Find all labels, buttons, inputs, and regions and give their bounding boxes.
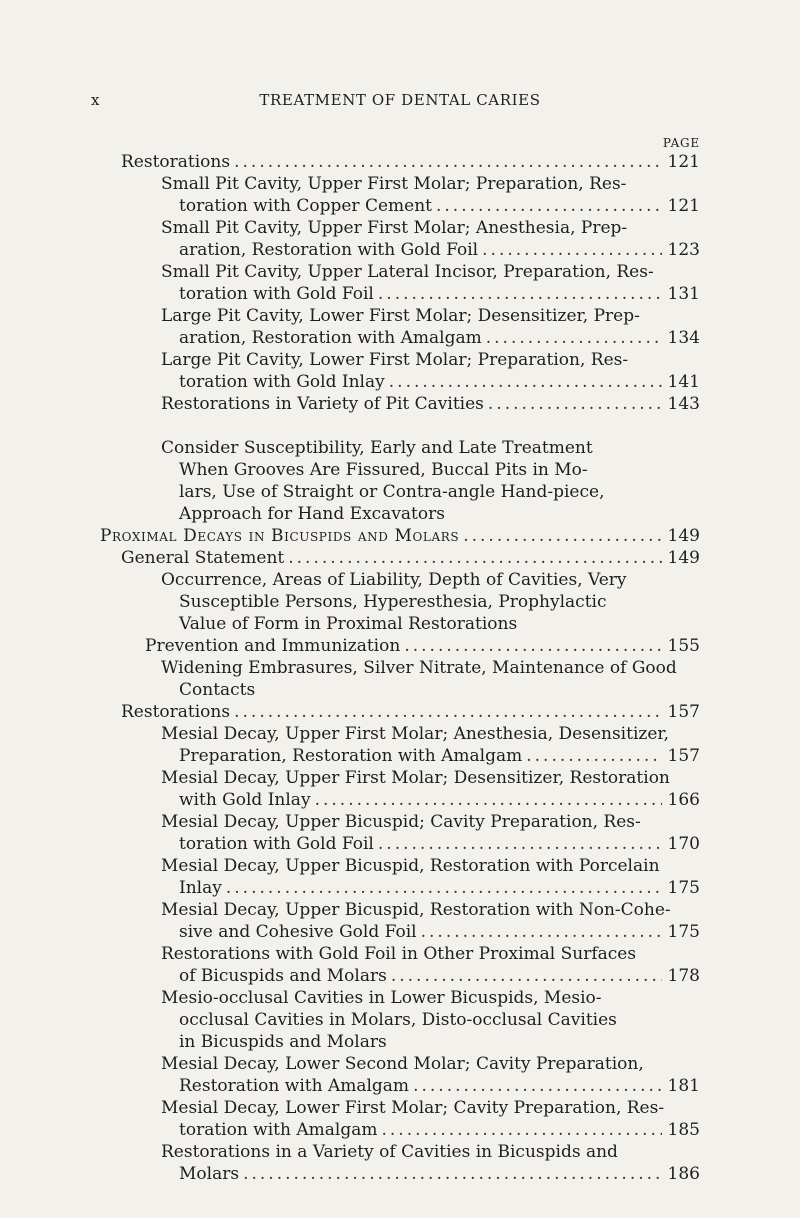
dot-leader — [315, 789, 662, 811]
toc-entry-text: Restorations in a Variety of Cavities in Bicuspids and — [161, 1142, 618, 1162]
toc-entry — [161, 855, 700, 899]
toc-entry — [161, 569, 700, 635]
toc-page-number: 178 — [667, 966, 700, 986]
toc-entry — [100, 525, 700, 547]
toc-entry-text: Prevention and Immunization — [145, 636, 401, 656]
toc-entry-text: Restoration with Amalgam — [179, 1076, 410, 1096]
dot-leader — [234, 151, 661, 173]
toc-entry-text: Small Pit Cavity, Upper First Molar; Anesthesia, Prep- — [161, 218, 628, 238]
toc-entry — [161, 305, 700, 349]
toc-page-number: 121 — [667, 196, 700, 216]
toc-entry — [161, 723, 700, 767]
dot-leader — [243, 1163, 661, 1185]
toc-page-number: 123 — [667, 240, 700, 260]
toc-entry-text: toration with Gold Foil — [179, 834, 374, 854]
toc-entry-text: Small Pit Cavity, Upper Lateral Incisor, Preparation, Res- — [161, 262, 654, 282]
toc-entry-text: occlusal Cavities in Molars, Disto-occlusal Cavities — [179, 1010, 617, 1030]
dot-leader — [486, 327, 662, 349]
toc-entry-text: Large Pit Cavity, Lower First Molar; Desensitizer, Prep- — [161, 306, 640, 326]
toc-entry-text: Mesio-occlusal Cavities in Lower Bicuspids, Mesio- — [161, 988, 602, 1008]
dot-leader — [381, 1119, 661, 1141]
toc-entry — [161, 657, 700, 701]
toc-page-number: 166 — [667, 790, 700, 810]
toc-entry-text: Mesial Decay, Upper Bicuspid; Cavity Preparation, Res- — [161, 812, 641, 832]
toc-entry-text: toration with Gold Inlay — [179, 372, 385, 392]
toc-entry-text: toration with Gold Foil — [179, 284, 374, 304]
dot-leader — [421, 921, 662, 943]
toc-entry-text: Mesial Decay, Lower First Molar; Cavity Preparation, Res- — [161, 1098, 665, 1118]
dot-leader — [389, 371, 662, 393]
toc-entry — [161, 767, 700, 811]
toc-entry-text: Value of Form in Proximal Restorations — [179, 614, 518, 634]
toc-page-number: 157 — [667, 746, 700, 766]
dot-leader — [391, 965, 662, 987]
toc-entry-text: When Grooves Are Fissured, Buccal Pits in Mo- — [179, 460, 588, 480]
dot-leader — [378, 283, 662, 305]
toc-entry — [161, 943, 700, 987]
toc-entry — [161, 1141, 700, 1185]
toc-entry — [161, 349, 700, 393]
toc-page-number: 181 — [667, 1076, 700, 1096]
running-title: TREATMENT OF DENTAL CARIES — [259, 91, 541, 109]
running-head — [0, 91, 800, 113]
toc-entry-text: Mesial Decay, Upper First Molar; Anesthesia, Desensitizer, — [161, 724, 670, 744]
toc-entry — [161, 899, 700, 943]
toc-entry-text: Mesial Decay, Lower Second Molar; Cavity Preparation, — [161, 1054, 644, 1074]
dot-leader — [226, 877, 662, 899]
toc-entry-text: Restorations in Variety of Pit Cavities — [161, 394, 484, 414]
toc-entry — [121, 547, 700, 569]
toc-entry-text: Approach for Hand Excavators — [179, 504, 445, 524]
dot-leader — [288, 547, 661, 569]
toc-entry-text: General Statement — [121, 548, 285, 568]
toc-page-number: 175 — [667, 922, 700, 942]
page-column-heading: PAGE — [662, 136, 700, 150]
toc-entry-text: Susceptible Persons, Hyperesthesia, Prophylactic — [179, 592, 607, 612]
toc-entry-text: in Bicuspids and Molars — [179, 1032, 387, 1052]
toc-entry — [161, 1097, 700, 1141]
toc-entry-text: of Bicuspids and Molars — [179, 966, 387, 986]
toc-page-number: 149 — [667, 548, 700, 568]
toc-entry-text: Large Pit Cavity, Lower First Molar; Preparation, Res- — [161, 350, 629, 370]
toc-entry-text: Inlay — [179, 878, 222, 898]
dot-leader — [482, 239, 661, 261]
toc-entry-text: Mesial Decay, Upper Bicuspid, Restoration with Non-Cohe- — [161, 900, 671, 920]
dot-leader — [436, 195, 662, 217]
toc-page-number: 186 — [667, 1164, 700, 1184]
toc-page-number: 134 — [667, 328, 700, 348]
toc-entry — [121, 701, 700, 723]
toc-page-number: 131 — [667, 284, 700, 304]
toc-page-number: 149 — [667, 526, 700, 546]
toc-entry-text: Mesial Decay, Upper First Molar; Desensitizer, Restoration — [161, 768, 670, 788]
page-number-roman: x — [91, 91, 100, 109]
toc-entry — [161, 437, 700, 525]
toc-page-number: 143 — [667, 394, 700, 414]
toc-entry-text: toration with Amalgam — [179, 1120, 378, 1140]
toc-entry-text: lars, Use of Straight or Contra-angle Hand-piece, — [179, 482, 605, 502]
dot-leader — [404, 635, 661, 657]
dot-leader — [526, 745, 661, 767]
toc-entry — [161, 987, 700, 1053]
toc-entry-text: aration, Restoration with Amalgam — [179, 328, 482, 348]
toc-entry-text: Restorations with Gold Foil in Other Proximal Surfaces — [161, 944, 637, 964]
toc-entry — [161, 261, 700, 305]
toc-entry — [161, 393, 700, 415]
toc-entry — [121, 151, 700, 173]
toc-entry-text: Consider Susceptibility, Early and Late Treatment — [161, 438, 593, 458]
toc-entry — [145, 635, 700, 657]
toc-entry-text: toration with Copper Cement — [179, 196, 432, 216]
toc-entry — [161, 173, 700, 217]
toc-entry — [161, 811, 700, 855]
toc-entry-text: sive and Cohesive Gold Foil — [179, 922, 417, 942]
dot-leader — [378, 833, 662, 855]
toc-page-number: 157 — [667, 702, 700, 722]
toc-entry-text: Contacts — [179, 680, 256, 700]
toc-entry — [161, 217, 700, 261]
toc-entry-text: Mesial Decay, Upper Bicuspid, Restoration with Porcelain — [161, 856, 660, 876]
toc-entry-text: Occurrence, Areas of Liability, Depth of Cavities, Very — [161, 570, 627, 590]
dot-leader — [463, 525, 661, 547]
toc-entry — [161, 1053, 700, 1097]
toc-entry-text: Widening Embrasures, Silver Nitrate, Maintenance of Good — [161, 658, 677, 678]
toc-page-number: 175 — [667, 878, 700, 898]
toc-entry-text: Restorations — [121, 702, 231, 722]
toc-entry-text: aration, Restoration with Gold Foil — [179, 240, 479, 260]
toc-page-number: 155 — [667, 636, 700, 656]
toc-page-number: 185 — [667, 1120, 700, 1140]
toc-entry-text: Small Pit Cavity, Upper First Molar; Preparation, Res- — [161, 174, 627, 194]
toc-entry-text: Preparation, Restoration with Amalgam — [179, 746, 523, 766]
toc-page-number: 141 — [667, 372, 700, 392]
dot-leader — [488, 393, 662, 415]
toc-entry-text: Restorations — [121, 152, 231, 172]
toc-entry-text: Molars — [179, 1164, 240, 1184]
dot-leader — [234, 701, 661, 723]
toc-page-number: 170 — [667, 834, 700, 854]
toc-entry-text: Proximal Decays in Bicuspids and Molars — [100, 526, 460, 546]
toc-page-number: 121 — [667, 152, 700, 172]
dot-leader — [413, 1075, 661, 1097]
toc-entry-text: with Gold Inlay — [179, 790, 311, 810]
